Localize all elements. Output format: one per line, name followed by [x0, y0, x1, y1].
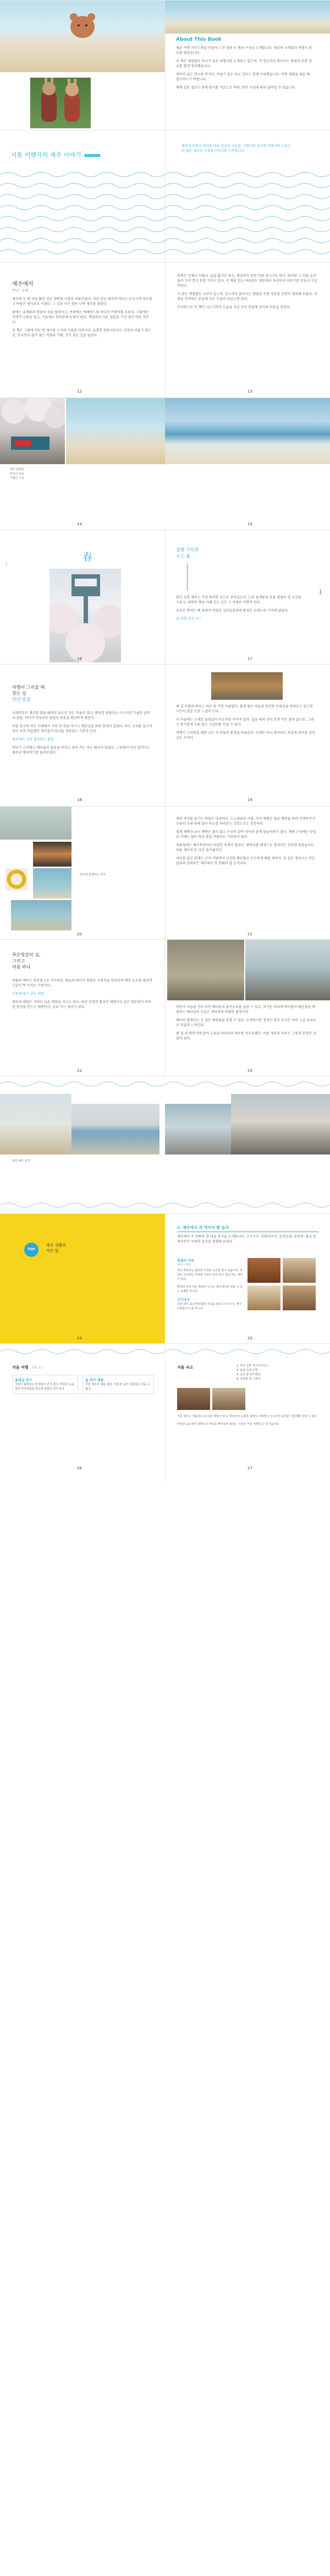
spread-winter [0, 1343, 330, 2576]
winter-list-item: 4. 감귤밭 옆 스테이 [237, 1377, 261, 1381]
intro-heading-a: 제주에서 [12, 281, 34, 287]
winter-paragraph: 따뜻한 숙소에서 창밖으로 바다를 바라보며 보내는 시간은 겨울 여행의 큰 즐거움이다. [177, 1423, 280, 1426]
page-number: 15 [248, 522, 252, 526]
tips-right-header [177, 1225, 319, 1244]
village-left-body [12, 711, 153, 759]
summer-paragraph: 여름의 제주는 푸른빛으로 가득하다. 하늘과 바다가 맞닿은 수평선을 바라보며 해안 도로를 달리면 가슴이 탁 트이는 기분이다. [12, 979, 152, 988]
tips-item-title: 흑돼지 거리 [177, 1259, 195, 1263]
village-heading [12, 684, 45, 702]
intro-heading-b: 만난 사계 [12, 288, 29, 293]
tips-heading: 1. 제주에서 꼭 먹어야 할 음식 [177, 1225, 319, 1232]
spread-prologue [0, 130, 330, 263]
spring-paragraph: 봄이 오면 제주는 가장 화려한 옷으로 갈아입는다. 노란 유채꽃과 분홍 벚꽃이 섬 곳곳을 수놓고, 따뜻한 햇살 아래 걷는 길은 그 자체로 여행이 된다. [176, 596, 301, 604]
about-paragraph: 제주 여행 가이드북을 만들며 느낀 점과 이 책의 구성을 소개합니다. 제주의 사계절과 여행지 정보를 담았습니다. [176, 46, 312, 55]
photo-village-sunset [211, 672, 283, 700]
page-number: 14 [77, 522, 82, 526]
bear-figure-illustration [0, 1, 165, 72]
winter-right-body [177, 1414, 318, 1430]
intro-left-body [12, 297, 153, 341]
village-right-body [176, 704, 317, 744]
photo-beach-people [66, 398, 165, 464]
spring-title-a: 설렘 가득한 [176, 547, 199, 552]
winter-list-item: 3. 숲속 통나무 펜션 [237, 1373, 261, 1376]
summer-highlight: 여름에 찾기 좋은 해변 [12, 992, 44, 996]
street-caption [10, 467, 24, 481]
sea-paragraph: 여름철에는 해수욕장마다 다양한 축제가 열린다. 밤바다를 배경으로 펼쳐지는 공연과 불꽃놀이는 여름 제주의 또 다른 즐거움이다. [176, 843, 314, 852]
photo-kids-water [33, 868, 72, 898]
photo-food-4 [283, 1286, 316, 1310]
summer-heading [12, 952, 40, 970]
intro-paragraph: 여행은 언제나 서툴다. 길을 잃기도 하고, 예상하지 못한 비를 만나기도 한다. 하지만 그 서툰 순간들이 모여 잊지 못할 기억이 된다. 이 책을 읽는 여러분도 제주에서 자신만의 이야기를 만들어 가길 바란다. [177, 274, 317, 288]
tips-item-body [177, 1268, 243, 1294]
spread-intro-text [0, 262, 330, 398]
spread-tips [0, 1213, 330, 1344]
winter-list-item: 1. 바다 전망 게스트하우스 [237, 1364, 268, 1368]
summer-paragraph: 바닷가 마을을 걷다 보면 해녀들의 숨비소리를 들을 수 있다. 차가운 바다에 뛰어들어 해산물을 채취하는 해녀들의 모습은 제주만의 특별한 풍경이다. [176, 1005, 315, 1014]
about-paragraph: 책에 실린 정보는 취재 당시를 기준으로 하며, 현지 사정에 따라 달라질 수 있습니다. [176, 86, 296, 90]
page-number: 12 [77, 389, 82, 394]
intro-paragraph: 봄에는 유채꽃과 벚꽃이 섬을 물들이고, 여름에는 에메랄드빛 바다가 여행자를 부른다. 가을에는 억새가 오름을 덮고, 겨울에는 한라산에 눈꽃이 핀다. 계절마다 다른 얼굴을 가진 섬이 바로 제주다. [12, 311, 149, 324]
summer-left-body [12, 978, 153, 1013]
coast-caption: 제주 해안 풍경 [12, 1159, 30, 1163]
village-paragraph: 바닷가 근처에는 해녀들이 물질을 마치고 쉬어 가는 작은 쉼터가 있었다. 그곳에서 만난 할머니는 제주의 옛이야기를 들려주셨다. [12, 746, 150, 755]
summer-paragraph: 해 질 녘 바닷가에 앉아 노을을 바라보며 하루를 마무리했다. 여름 제주의 하루는 그렇게 천천히 저물어 갔다. [176, 1032, 316, 1041]
float-ring-icon [6, 868, 28, 890]
page-number: 26 [77, 1466, 82, 1471]
cherry-blossom-illustration [0, 398, 65, 464]
spread-coast-photos [0, 1076, 330, 1214]
village-paragraph: 마을 입구의 작은 카페에서 커피 한 잔을 마시고 해안길을 따라 천천히 걸었다. 파도 소리를 들으며 걷다 보면 복잡했던 생각들이 하나둘 정리되는 기분이 든다. [12, 725, 152, 733]
winter-sub-text: 추천 코스 [31, 1366, 43, 1370]
winter-box-a-title: 올레길 걷기 [15, 1379, 32, 1382]
tip-badge: TOP [24, 1243, 38, 1257]
village-heading-c: 만난 발걸 [12, 697, 31, 702]
page-number: 21 [248, 932, 252, 936]
spread-spring [0, 530, 330, 665]
wave-decoration [0, 169, 330, 257]
page-number: 23 [248, 1069, 252, 1073]
page-number: 27 [248, 1466, 252, 1471]
photo-room-2 [212, 1388, 245, 1410]
page-number: 20 [77, 932, 82, 936]
winter-box-a-text: 겨울의 올레길은 한적해서 걷기 좋다. 따뜻한 옷을 챙겨 바닷바람을 맞으며 천천히 걸어 보자. [15, 1383, 74, 1391]
intro-heading [12, 279, 34, 293]
tip-title [46, 1243, 66, 1254]
winter-box-b [82, 1375, 154, 1394]
caption-line: 바닷가 마을 [10, 472, 24, 476]
spread-sea-activities [0, 806, 330, 940]
about-paragraph: 이 책은 계절별로 떠나기 좋은 여행지를 소개하고 있으며, 각 장소마다 찾아가는 방법과 주변 정보를 함께 정리했습니다. [176, 59, 312, 68]
photo-beach-bear [0, 1, 165, 72]
village-paragraph: 오래전부터 제주를 찾을 때마다 들르던 작은 마을이 있다. 화려한 관광지는 아니지만 조용한 골목과 돌담, 바다가 어우러진 풍경이 마음을 편안하게 해준다. [12, 711, 150, 720]
spread-about [0, 0, 330, 130]
photo-beach-sand [0, 1094, 72, 1154]
photo-cherry-tower [50, 569, 121, 662]
photo-blue-building [72, 1104, 160, 1154]
photo-sea-wide [165, 398, 330, 464]
winter-heading-text: 겨울 여행 [12, 1365, 29, 1370]
tip-title-b: 작은 팁 [46, 1249, 59, 1253]
page-number: 13 [248, 389, 252, 394]
summer-heading-c: 여름 바다 [12, 965, 31, 970]
tower-sign-illustration [50, 569, 121, 662]
wave-decoration [0, 1076, 330, 1093]
photo-food-3 [248, 1286, 280, 1310]
page-number: 22 [77, 1069, 82, 1073]
tips-item-paragraph: 멜젓에 찍어 먹는 흑돼지 구이는 제주에서만 맛볼 수 있는 특별한 맛이다. [177, 1286, 243, 1293]
tips-intro: 제주에서 꼭 맛봐야 할 대표 음식을 소개합니다. 고기국수, 흑돼지구이, 갈치조림, 전복죽, 몸국 등 제주만의 독특한 음식을 경험해 보세요. [177, 1235, 316, 1244]
village-heading-a: 여행이 그리울 때 [12, 685, 45, 690]
winter-box-b-text: 겨울 제주의 대표 체험. 직접 딴 귤의 달콤함은 잊을 수 없다. [85, 1383, 150, 1391]
about-body [176, 46, 314, 90]
photo-food-1 [248, 1258, 280, 1283]
about-paragraph: 제주의 숨은 명소와 먹거리, 머물기 좋은 숙소 정보도 함께 수록했습니다. 여행 계획을 세울 때 참고하시기 바랍니다. [176, 73, 310, 81]
spread-summer [0, 939, 330, 1076]
sea-paragraph: 제주 바다를 즐기는 방법은 다양하다. 스노클링과 서핑, 카약 체험은 물론 해변을 따라 산책하거나 조용히 모래 위에 앉아 파도를 바라보는 것만으로도 충분하다. [176, 817, 315, 826]
page-number: 18 [77, 798, 82, 802]
winter-paragraph: 겨울 제주는 여름과는 또 다른 매력이 있다. 한라산의 눈꽃과 귤밭의 주황빛이 어우러진 풍경은 겨울에만 만날 수 있다. [177, 1415, 318, 1418]
spread-village [0, 664, 330, 807]
page-number: 17 [248, 657, 252, 661]
page-number: 19 [248, 798, 252, 802]
prologue-quote: 제주의 바람과 바다를 따라 걸었던 시간들. 서툴지만 솔직한 여행자의 시선으로 담은 제주의 사계절 이야기를 시작합니다. [182, 144, 291, 153]
photo-people-sea [11, 900, 72, 930]
intro-paragraph: 각 장은 계절별로 나뉘어 있으며, 장소마다 찾아가는 방법과 주변 정보를 간단히 정리해 두었다. 여행을 준비하는 분들께 작은 도움이 되었으면 한다. [177, 292, 317, 301]
spread-photo-street [0, 397, 330, 530]
summer-paragraph: 해녀의 집에서는 갓 잡은 해산물을 맛볼 수 있다. 소박하지만 정성이 담긴 음식은 어떤 고급 요리보다 맛있게 느껴진다. [176, 1019, 316, 1027]
village-highlight: 제주에서 가장 좋아하는 풍경 [12, 738, 54, 742]
photo-food-2 [283, 1258, 316, 1283]
tips-item-sub: 제주시 맛집 [177, 1264, 191, 1267]
tips-item-paragraph: 제주 흑돼지는 쫄깃한 식감과 고소한 맛이 일품이다. 흑돼지 거리에는 다양한 식당이 모여 있어 골라 먹는 재미가 있다. [177, 1269, 243, 1281]
winter-list-item: 2. 돌담 독채 민박 [237, 1369, 258, 1372]
village-paragraph: 이 마을에는 오래된 돌담길이 미로처럼 이어져 있다. 길을 따라 걷다 보면 작은 밭과 귤나무, 그리고 한가롭게 누워 있는 고양이를 만날 수 있다. [176, 718, 314, 727]
photo-haenyeo [167, 940, 244, 1000]
wave-decoration [0, 1197, 330, 1214]
intro-paragraph: 이 책은 그렇게 여러 번 제주를 오가며 기록한 이야기다. 유명한 관광지보다는 조용히 머물기 좋은 곳, 현지인이 즐겨 찾는 식당과 카페, 걷기 좋은 길을 담았다. [12, 329, 151, 337]
photo-pier-person [165, 1104, 231, 1154]
caption-line: 제주 올레길 [10, 468, 24, 471]
spring-line [187, 563, 188, 591]
winter-box-a [12, 1375, 78, 1394]
winter-list [237, 1364, 319, 1381]
page-number: 16 [77, 657, 82, 661]
rabbit-dolls-illustration [30, 78, 91, 128]
winter-left-heading [12, 1365, 43, 1370]
photo-cherry-street [0, 398, 65, 464]
sea-right-body [176, 816, 317, 869]
summer-heading-a: 푸른빛깔의 섬, [12, 952, 41, 957]
photo-room-1 [177, 1388, 210, 1410]
season-char: 春 [82, 552, 92, 563]
photo-stone-house [231, 1094, 330, 1154]
photo-beach-snorkel [0, 807, 72, 840]
photo-beach-right [165, 1, 330, 34]
village-paragraph: 해 질 무렵의 바다는 하루 중 가장 아름답다. 붉게 물든 하늘과 잔잔한 수평선을 바라보고 있으면 시간이 멈춘 듯한 느낌이 든다. [176, 705, 313, 714]
photo-rocky-shore [245, 940, 330, 1000]
sea-paragraph: 협재 해변과 금능 해변은 물이 맑고 수심이 얕아 아이와 함께 물놀이하기 좋다. 해변 근처에는 맛집과 카페도 많아 하루 종일 머물러도 지루하지 않다. [176, 830, 316, 839]
page-number: 24 [77, 1336, 82, 1341]
spring-body [176, 595, 302, 625]
tips-item2-title: 고기국수 [177, 1298, 190, 1302]
summer-paragraph: 제주의 해변은 저마다 다른 매력을 지니고 있다. 하얀 모래가 펼쳐진 해변부터 검은 현무암이 독특한 풍경을 만드는 해변까지, 골라 가는 재미가 있다. [12, 1000, 151, 1009]
spring-title [176, 547, 199, 560]
season-vertical-label: 봄 [4, 563, 8, 566]
village-paragraph: 여행이 그리워질 때면 나는 이 마을의 풍경을 떠올린다. 언제든 다시 찾아와도 반갑게 맞아줄 것만 같은 곳이다. [176, 731, 315, 740]
about-heading: About This Book [176, 37, 222, 42]
prologue-tag: PROLOGUE [85, 154, 100, 157]
spring-note: 봄 여행 추천 코스 [176, 617, 202, 621]
village-heading-b: 찾는 섬 [12, 691, 26, 696]
tips-item [177, 1258, 243, 1311]
spring-paragraph: 우도로 향하는 배 위에서 바라본 성산일출봉의 풍경은 오래도록 기억에 남았다. [176, 609, 289, 613]
yellow-panel [0, 1214, 165, 1344]
spring-title-b: 우도 봄 [176, 554, 190, 559]
walking-figure-icon: 🚶 [318, 590, 323, 595]
winter-right-heading: 겨울 숙소 [177, 1365, 194, 1370]
summer-right-body [176, 1005, 317, 1044]
summer-heading-b: 그리고 [12, 958, 25, 963]
tip-title-a: 제주 생활의 [46, 1243, 67, 1248]
photo-float-ring [6, 868, 28, 890]
prologue-title [11, 150, 100, 159]
winter-box-b-title: 귤 따기 체험 [85, 1379, 104, 1382]
photo-sunset-sea [33, 842, 72, 867]
photo-rabbit-dolls [30, 78, 91, 128]
caption-line: 여행의 시작 [10, 477, 24, 480]
page-number: 25 [248, 1336, 252, 1341]
prologue-title-text: 서툰 여행자의 제주 이야기 [11, 151, 81, 159]
sea-caption: 바다와 함께하는 하루 [80, 873, 106, 876]
intro-paragraph: 제주에 두 번 처음 왔던 것은 대학생 시절의 여름이었다. 처음 만난 제주의 바다는 눈부시게 푸르렀고 바람은 생각보다 거셌다. 그 뒤로 나는 틈만 나면 제주를 찾았다. [12, 297, 152, 306]
sea-paragraph: 바다를 즐긴 뒤에는 근처 식당에서 신선한 해산물로 든든하게 배를 채우자. 갓 잡은 생선으로 만든 물회와 전복죽은 제주에서 꼭 맛봐야 할 음식이다. [176, 857, 315, 865]
tips-item2-body: 진한 돼지 육수에 두툼한 수육을 올린 고기국수는 제주 사람들의 소울 푸드다. [177, 1303, 242, 1310]
intro-right-body [177, 274, 318, 313]
intro-paragraph: 마지막으로 이 책이 나오기까지 도움을 주신 모든 분들께 감사의 마음을 전한다. [177, 306, 291, 309]
